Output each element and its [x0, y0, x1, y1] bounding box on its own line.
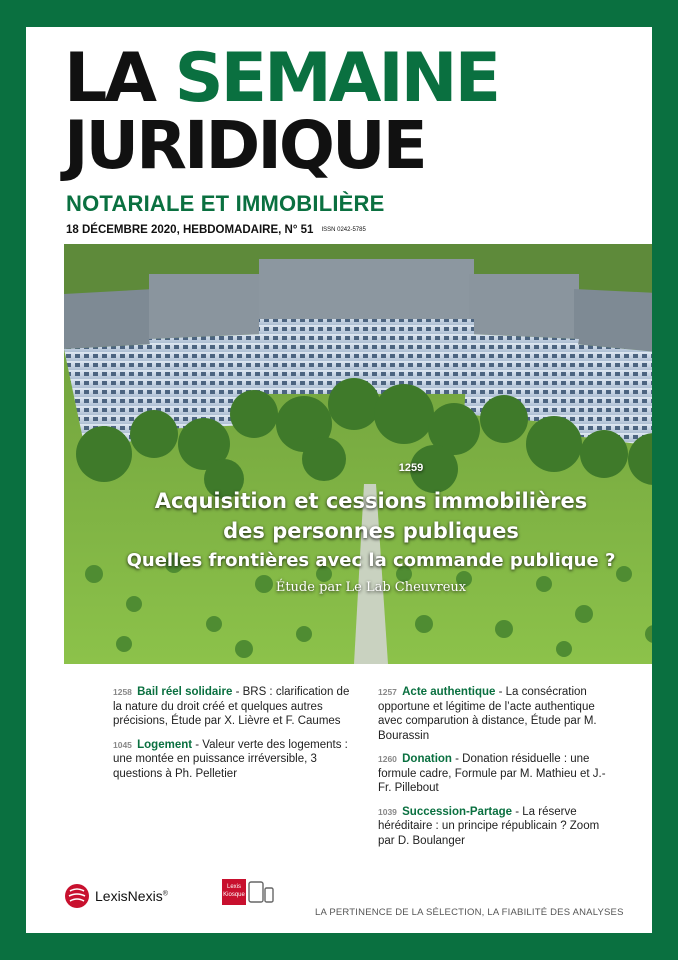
- slogan: LA PERTINENCE DE LA SÉLECTION, LA FIABILITÉ DES ANALYSES: [315, 907, 624, 918]
- registered-mark: ®: [162, 890, 168, 898]
- feature-byline: Étude par Le Lab Cheuvreux: [275, 580, 467, 595]
- masthead-semaine: SEMAINE: [174, 39, 499, 118]
- masthead-la: LA: [64, 39, 154, 118]
- kiosque-line2: Kiosque: [223, 892, 245, 898]
- feature-subtitle: Quelles frontières avec la commande publique ?: [126, 550, 616, 571]
- feature-title: [64, 486, 652, 546]
- feature-title-line2: des personnes publiques: [223, 519, 519, 543]
- aerial-building-illustration: [64, 244, 652, 664]
- article-heading: Bail réel solidaire: [137, 686, 233, 698]
- lexisnexis-logo: [64, 883, 168, 909]
- publisher-name: [95, 888, 168, 904]
- article-number: 1039: [378, 806, 397, 817]
- feature-number: 1259: [398, 462, 424, 474]
- masthead-line1: [64, 39, 499, 118]
- articles-right-column: [378, 685, 618, 857]
- article-number: 1257: [378, 687, 397, 697]
- article-item: [378, 685, 618, 743]
- article-text: - Valeur verte des logements : une montée en puissance irréversible, 3 questions à Ph. Pelletier: [113, 738, 348, 780]
- feature-title-line1: Acquisition et cessions immobilières: [154, 489, 588, 513]
- article-heading: Acte authentique: [402, 686, 496, 698]
- kiosque-line1: Lexis: [226, 884, 241, 890]
- articles-left-column: [113, 685, 353, 790]
- lexis-kiosque-badge: [222, 879, 246, 905]
- issn: ISSN 0242-5785: [321, 226, 366, 233]
- dateline: [66, 224, 366, 236]
- article-text: - BRS : clarification de la nature du droit créé et quelques autres précisions, Étude par X. Lièvre et F. Caumes: [113, 686, 350, 727]
- article-item: [113, 738, 353, 782]
- tablet-phone-icon: [248, 879, 274, 905]
- article-text: - Donation résiduelle : une formule cadre, Formule par M. Mathieu et J.-Fr. Pillebout: [378, 753, 606, 794]
- cover-footer: [26, 883, 652, 923]
- article-item: [378, 805, 618, 849]
- article-item: [113, 685, 353, 729]
- article-number: 1258: [113, 687, 132, 697]
- article-heading: Logement: [137, 738, 193, 751]
- lexisnexis-emblem-icon: [64, 883, 90, 909]
- cover-photo: [64, 244, 652, 664]
- issue-date: 18 DÉCEMBRE 2020, HEBDOMADAIRE, N° 51: [66, 224, 314, 236]
- article-number: 1045: [113, 739, 132, 750]
- article-heading: Succession-Partage: [402, 805, 513, 818]
- masthead-juridique: JURIDIQUE: [64, 107, 425, 184]
- masthead-subtitle: NOTARIALE ET IMMOBILIÈRE: [66, 191, 385, 216]
- article-item: [378, 752, 618, 796]
- article-text: - La consécration opportune et légitime de l’acte authentique avec comparution à distance, Étude par M. Bourassin: [378, 686, 597, 742]
- article-heading: Donation: [402, 753, 452, 765]
- article-number: 1260: [378, 754, 397, 764]
- cover-page: [26, 27, 652, 933]
- publisher-name-text: LexisNexis: [95, 888, 163, 904]
- article-text: - La réserve héréditaire : un principe républicain ? Zoom par D. Boulanger: [378, 805, 600, 847]
